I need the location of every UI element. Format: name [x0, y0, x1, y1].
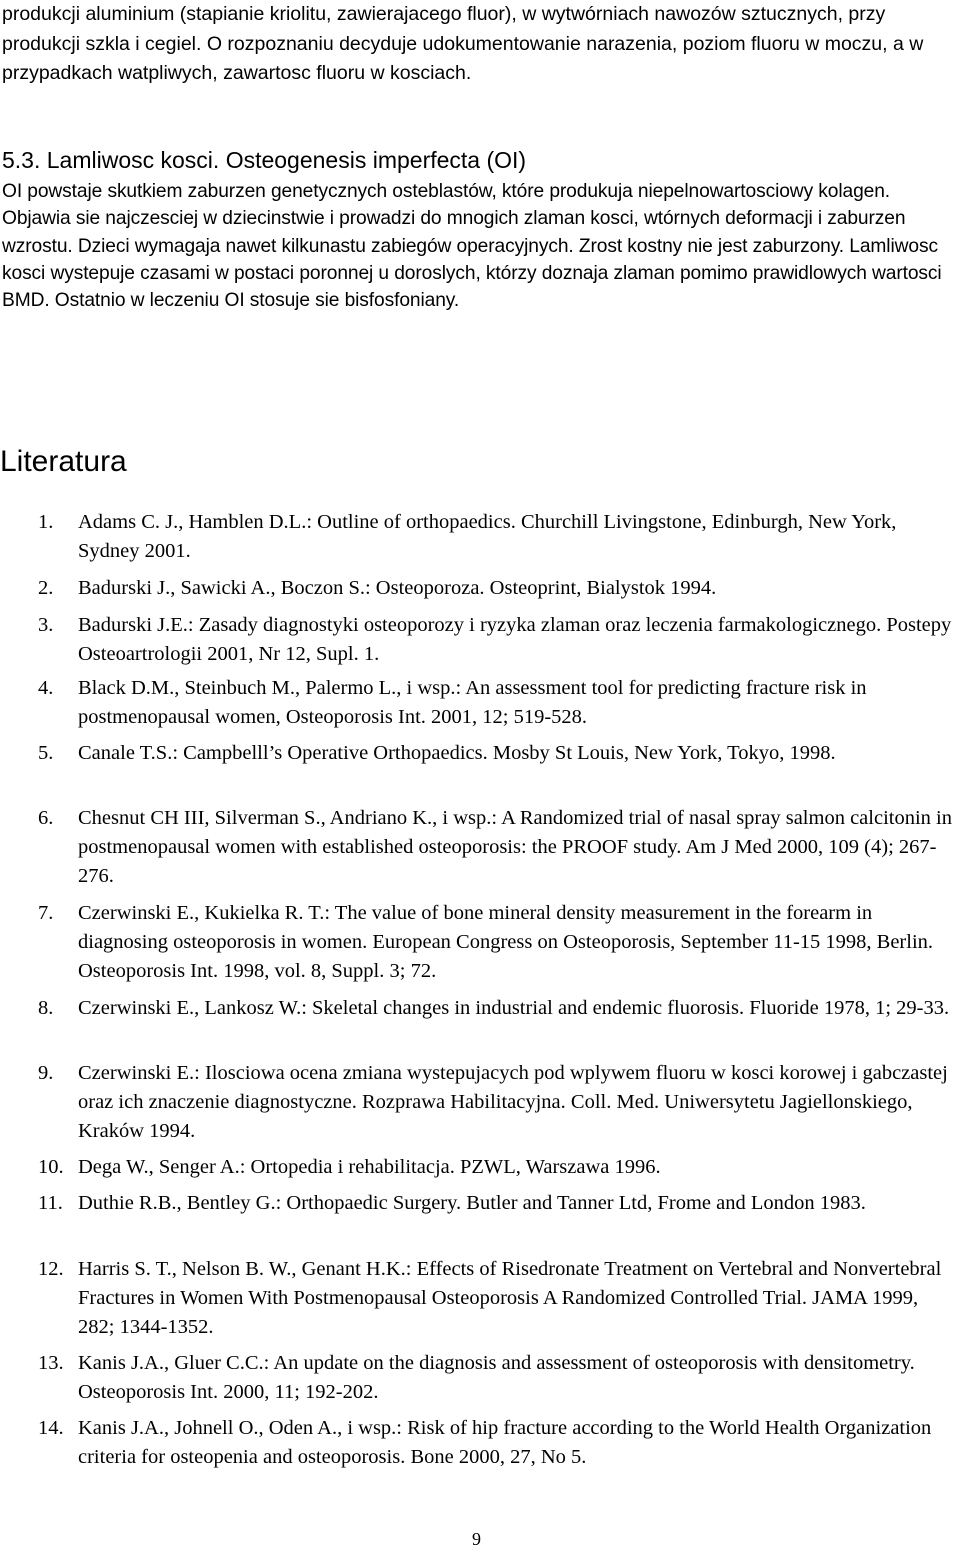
reference-number: 12. — [38, 1258, 64, 1280]
reference-number: 13. — [38, 1352, 64, 1374]
page-number: 9 — [472, 1529, 481, 1549]
reference-text: Duthie R.B., Bentley G.: Orthopaedic Surgery. Butler and Tanner Ltd, Frome and London 1983. — [78, 1192, 866, 1214]
reference-text: Czerwinski E., Lankosz W.: Skeletal changes in industrial and endemic fluorosis. Fluoride 1978, 1; 29-33. — [78, 997, 950, 1019]
reference-number: 11. — [38, 1192, 63, 1214]
reference-text: Czerwinski E., Kukielka R. T.: The value of bone mineral density measurement in the forearm in diagnosing osteoporosis in women. European Congress on Osteoporosis, September 11-15 1998, Berlin. Osteoporosis Int. 1998, vol. 8, Suppl. 3; 72. — [78, 902, 934, 982]
reference-text: Canale T.S.: Campbelll’s Operative Orthopaedics. Mosby St Louis, New York, Tokyo, 1998. — [78, 742, 836, 764]
reference-number: 14. — [38, 1417, 64, 1439]
reference-number: 1. — [38, 511, 54, 533]
reference-number: 10. — [38, 1156, 64, 1178]
reference-text: Black D.M., Steinbuch M., Palermo L., i wsp.: An assessment tool for predicting fracture risk in postmenopausal women, Osteoporosis Int. 2001, 12; 519-528. — [78, 677, 867, 728]
reference-number: 9. — [38, 1062, 54, 1084]
reference-number: 7. — [38, 902, 54, 924]
reference-number: 6. — [38, 807, 54, 829]
reference-text: Dega W., Senger A.: Ortopedia i rehabilitacja. PZWL, Warszawa 1996. — [78, 1156, 661, 1178]
reference-text: Kanis J.A., Gluer C.C.: An update on the diagnosis and assessment of osteoporosis with densitometry. Osteoporosis Int. 2000, 11; 192-202. — [78, 1352, 915, 1403]
reference-text: Chesnut CH III, Silverman S., Andriano K., i wsp.: A Randomized trial of nasal spray salmon calcitonin in postmenopausal women with established osteoporosis: the PROOF study. Am J Med 2000, 109 (4); 267-276. — [78, 807, 952, 887]
reference-text: Kanis J.A., Johnell O., Oden A., i wsp.: Risk of hip fracture according to the World Health Organization criteria for osteopenia and osteoporosis. Bone 2000, 27, No 5. — [78, 1417, 932, 1468]
reference-number: 5. — [38, 742, 54, 764]
reference-text: Harris S. T., Nelson B. W., Genant H.K.: Effects of Risedronate Treatment on Vertebral and Nonvertebral Fractures in Women With Postmenopausal Osteoporosis A Randomized Controlled Trial. JAMA 1999, 282; 1344-1352. — [78, 1258, 942, 1338]
reference-text: Adams C. J., Hamblen D.L.: Outline of orthopaedics. Churchill Livingstone, Edinburgh, New York, Sydney 2001. — [78, 511, 897, 562]
reference-number: 3. — [38, 614, 54, 636]
reference-number: 8. — [38, 997, 54, 1019]
reference-text: Czerwinski E.: Ilosciowa ocena zmiana wystepujacych pod wplywem fluoru w kosci korowej i gabczastej oraz ich znaczenie diagnostyczne. Rozprawa Habilitacyjna. Coll. Med. Uniwersytetu Jagiellonskiego, Kraków 1994. — [78, 1062, 948, 1142]
section-body-paragraph: OI powstaje skutkiem zaburzen genetycznych osteblastów, które produkuja niepelnowartosciowy kolagen. Objawia sie najczesciej w dziecinstwie i prowadzi do mnogich zlaman kosci, wtórnych deformacji i zaburzen wzrostu. Dzieci wymagaja nawet kilkunastu zabiegów operacyjnych. Zrost kostny nie jest zaburzony. Lamliwosc kosci wystepuje czasami w postaci poronnej u doroslych, którzy doznaja zlaman pomimo prawidlowych wartosci BMD. Ostatnio w leczeniu OI stosuje sie bisfosfoniany. — [2, 181, 942, 312]
reference-text: Badurski J., Sawicki A., Boczon S.: Osteoporoza. Osteoprint, Bialystok 1994. — [78, 577, 717, 599]
reference-text: Badurski J.E.: Zasady diagnostyki osteoporozy i ryzyka zlaman oraz leczenia farmakologicznego. Postepy Osteoartrologii 2001, Nr 12, Supl. 1. — [78, 614, 952, 665]
literature-title: Literatura — [0, 445, 127, 478]
intro-paragraph: produkcji aluminium (stapianie kriolitu, zawierajacego fluor), w wytwórniach nawozów sztucznych, przy produkcji szkla i cegiel. O rozpoznaniu decyduje udokumentowanie narazenia, poziom fluoru w moczu, a w przypadkach watpliwych, zawartosc fluoru w kosciach. — [2, 3, 924, 84]
reference-number: 4. — [38, 677, 54, 699]
section-heading: 5.3. Lamliwosc kosci. Osteogenesis imperfecta (OI) — [2, 147, 527, 173]
reference-number: 2. — [38, 577, 54, 599]
